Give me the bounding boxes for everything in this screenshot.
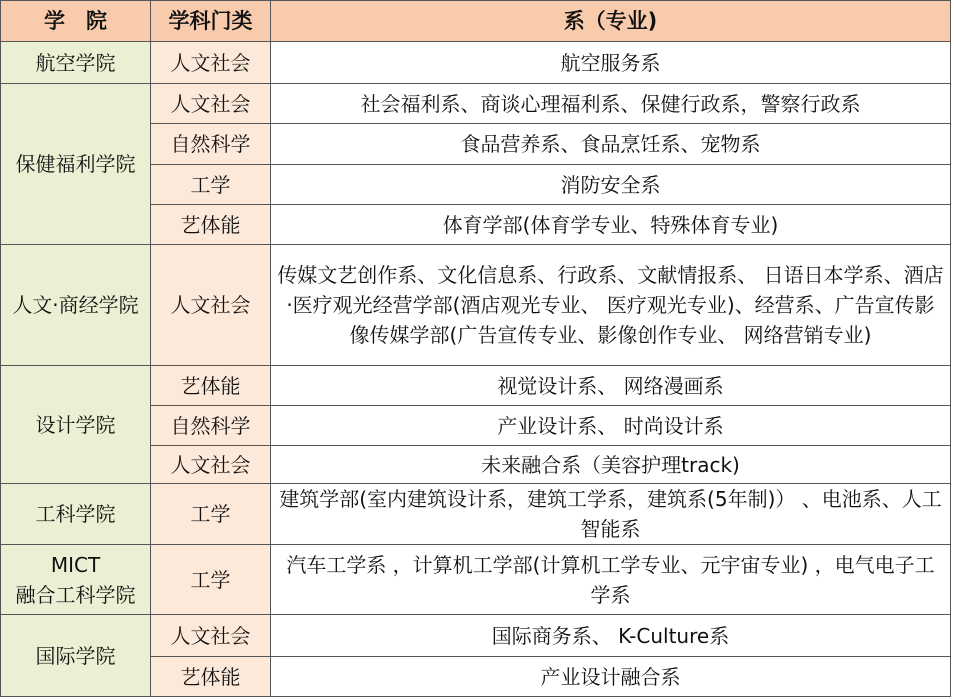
college-cell: 设计学院 <box>1 366 151 484</box>
major-cell: 未来融合系（美容护理track) <box>271 446 951 484</box>
category-cell: 艺体能 <box>151 366 271 406</box>
college-cell: 国际学院 <box>1 615 151 697</box>
major-cell: 航空服务系 <box>271 42 951 84</box>
major-cell: 国际商务系、 K-Culture系 <box>271 615 951 657</box>
table-row <box>1 42 951 84</box>
college-name-line2: 融合工科学院 <box>15 582 136 607</box>
table-header-row <box>1 1 951 42</box>
major-cell: 社会福利系、商谈心理福利系、保健行政系，警察行政系 <box>271 84 951 124</box>
category-cell: 工学 <box>151 545 271 615</box>
major-cell: 传媒文艺创作系、文化信息系、行政系、文献情报系、 日语日本学系、酒店·医疗观光经营学部(酒店观光专业、 医疗观光专业)、经营系、广告宣传影像传媒学部(广告宣传专业、影像创作专业、 网络营销专业) <box>271 245 951 366</box>
category-cell: 自然科学 <box>151 124 271 165</box>
category-cell: 人文社会 <box>151 615 271 657</box>
major-cell: 汽车工学系 ，计算机工学部(计算机工学专业、元宇宙专业) ，电气电子工学系 <box>271 545 951 615</box>
category-cell: 人文社会 <box>151 446 271 484</box>
table-row <box>1 245 951 366</box>
category-cell: 人文社会 <box>151 84 271 124</box>
header-major: 系（专业) <box>271 1 951 42</box>
category-cell: 自然科学 <box>151 406 271 446</box>
major-cell: 食品营养系、食品烹饪系、宠物系 <box>271 124 951 165</box>
college-cell: 人文·商经学院 <box>1 245 151 366</box>
table-row <box>1 615 951 657</box>
table-row <box>1 545 951 615</box>
category-cell: 人文社会 <box>151 245 271 366</box>
college-cell: 工科学院 <box>1 484 151 545</box>
major-cell: 产业设计融合系 <box>271 657 951 697</box>
major-cell: 体育学部(体育学专业、特殊体育专业) <box>271 205 951 245</box>
category-cell: 艺体能 <box>151 205 271 245</box>
category-cell: 艺体能 <box>151 657 271 697</box>
major-cell: 消防安全系 <box>271 165 951 205</box>
table-row <box>1 84 951 124</box>
college-cell <box>1 545 151 615</box>
major-cell: 建筑学部(室内建筑设计系，建筑工学系，建筑系(5年制)） 、电池系、人工智能系 <box>271 484 951 545</box>
header-college: 学 院 <box>1 1 151 42</box>
category-cell: 工学 <box>151 165 271 205</box>
header-category: 学科门类 <box>151 1 271 42</box>
major-cell: 产业设计系、 时尚设计系 <box>271 406 951 446</box>
major-cell: 视觉设计系、 网络漫画系 <box>271 366 951 406</box>
college-name-line1: MICT <box>50 552 101 577</box>
category-cell: 人文社会 <box>151 42 271 84</box>
table-row <box>1 366 951 406</box>
college-cell: 保健福利学院 <box>1 84 151 245</box>
college-cell: 航空学院 <box>1 42 151 84</box>
table-row <box>1 484 951 545</box>
category-cell: 工学 <box>151 484 271 545</box>
